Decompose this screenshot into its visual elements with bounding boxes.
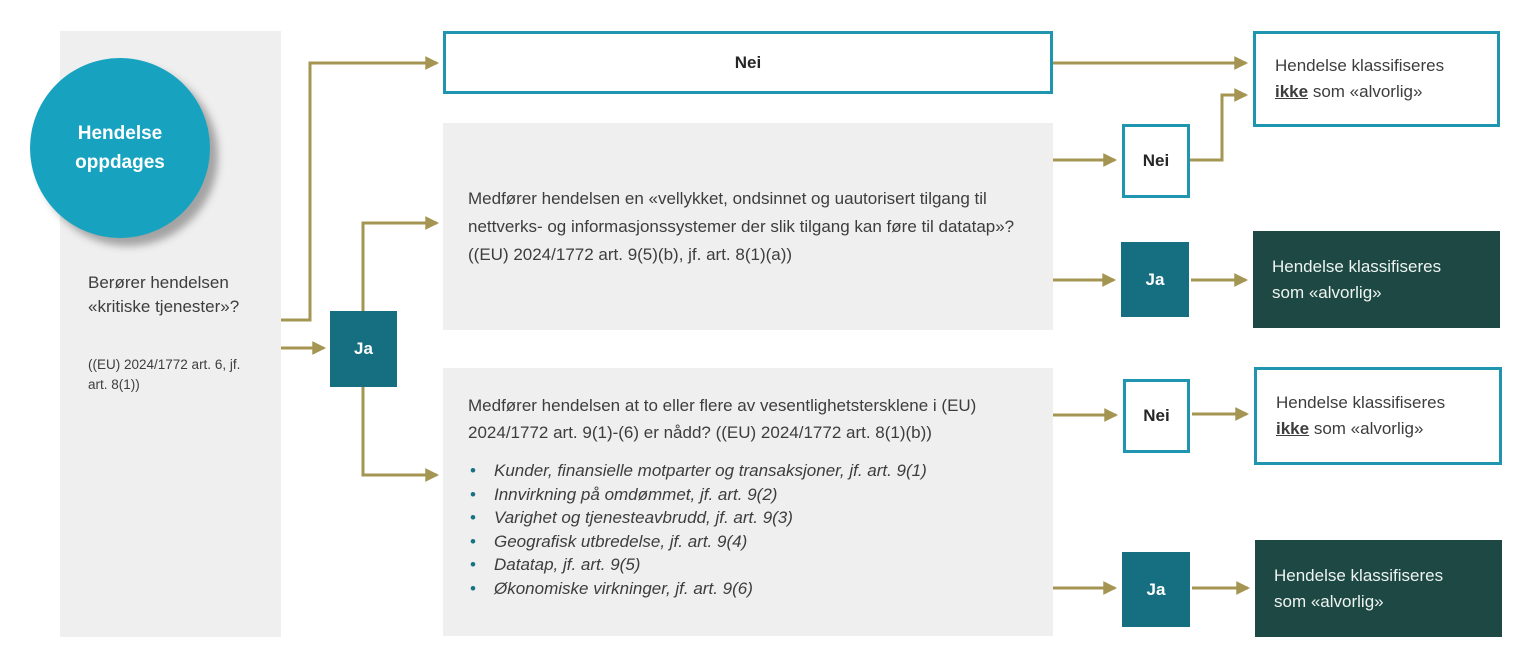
decision-yes-unauthorized-access xyxy=(1121,242,1189,317)
decision-yes-thresholds xyxy=(1122,552,1190,627)
outcome-line: Hendelse klassifiseres xyxy=(1272,256,1442,276)
decision-yes-unauthorized-access-label: Ja xyxy=(1145,269,1165,289)
decision-no-thresholds xyxy=(1123,379,1190,453)
decision-no-thresholds-label: Nei xyxy=(1143,406,1170,425)
decision-yes-thresholds-label: Ja xyxy=(1146,579,1166,599)
outcome-line: Hendelse klassifiseres xyxy=(1274,565,1444,585)
start-question-reference: ((EU) 2024/1772 art. 6, jf. art. 8(1)) xyxy=(88,357,241,392)
threshold-item: • Innvirkning på omdømmet, jf. art. 9(2) xyxy=(468,483,1033,507)
incident-detected-circle xyxy=(30,58,210,238)
outcome-emphasis: ikke xyxy=(1276,419,1310,438)
decision-no-top-bar xyxy=(443,31,1053,94)
outcome-line: Hendelse klassifiseres xyxy=(1275,56,1445,75)
threshold-item: • Geografisk utbredelse, jf. art. 9(4) xyxy=(468,530,1033,554)
question-unauthorized-access-text: Medfører hendelsen en «vellykket, ondsinnet og uautorisert tilgang til nettverks- og informasjonssystemer der slik tilgang kan føre til datatap»? ((EU) 2024/1772 art. 9(5)(b), jf. art. 8(1)(a)) xyxy=(468,188,1015,264)
threshold-item: • Datatap, jf. art. 9(5) xyxy=(468,553,1033,577)
outcome-severe-middle xyxy=(1253,231,1500,328)
materiality-threshold-list xyxy=(468,459,1033,600)
start-question: Berører hendelsen «kritiske tjenester»? xyxy=(88,273,240,316)
outcome-emphasis: ikke xyxy=(1275,82,1309,101)
decision-yes-critical-services xyxy=(330,311,397,387)
incident-detected-label: Hendelse oppdages xyxy=(75,123,165,173)
threshold-item: • Økonomiske virkninger, jf. art. 9(6) xyxy=(468,577,1033,601)
decision-no-unauthorized-access xyxy=(1122,124,1190,198)
outcome-not-severe-top xyxy=(1253,31,1500,127)
outcome-line: Hendelse klassifiseres xyxy=(1276,393,1446,412)
outcome-severe-bottom xyxy=(1255,540,1502,637)
outcome-line-rest: som «alvorlig» xyxy=(1308,82,1423,101)
threshold-item: • Kunder, finansielle motparter og transaksjoner, jf. art. 9(1) xyxy=(468,459,1033,483)
outcome-line xyxy=(1276,416,1491,442)
outcome-not-severe-lower xyxy=(1254,367,1502,465)
question-box-unauthorized-access xyxy=(443,123,1053,330)
decision-no-unauthorized-access-label: Nei xyxy=(1142,151,1170,170)
threshold-item: • Varighet og tjenesteavbrudd, jf. art. 9(3) xyxy=(468,506,1033,530)
outcome-line: som «alvorlig» xyxy=(1272,282,1382,302)
question-box-materiality-thresholds xyxy=(443,368,1053,636)
outcome-line xyxy=(1275,79,1489,105)
decision-no-top-bar-label: Nei xyxy=(734,52,762,72)
decision-yes-critical-services-label: Ja xyxy=(354,339,373,358)
question-materiality-thresholds-text: Medfører hendelsen at to eller flere av vesentlighetstersklene i (EU) 2024/1772 art. 9(1)-(6) er nådd? ((EU) 2024/1772 art. 8(1)(b)) xyxy=(468,396,977,442)
outcome-line: som «alvorlig» xyxy=(1274,591,1384,611)
outcome-line-rest: som «alvorlig» xyxy=(1309,419,1424,438)
